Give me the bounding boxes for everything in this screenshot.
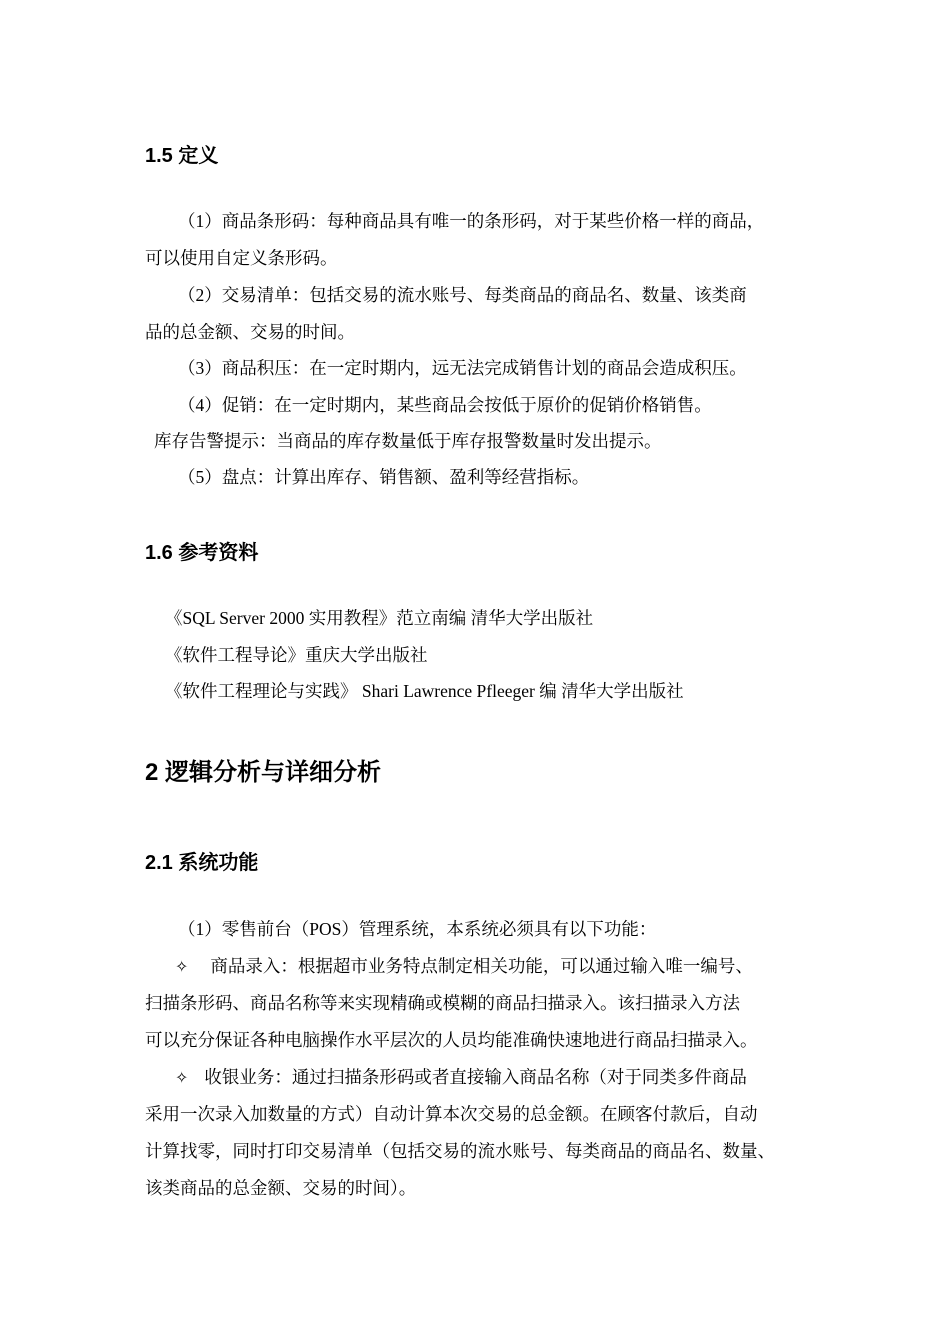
bullet-item-checkout: [175, 1066, 747, 1089]
definition-receipt-line-1: （2）交易清单：包括交易的流水账号、每类商品的商品名、数量、该类商: [178, 285, 747, 305]
definition-overstock: （3）商品积压：在一定时期内，远无法完成销售计划的商品会造成积压。: [178, 358, 747, 378]
definition-promotion: （4）促销：在一定时期内，某些商品会按低于原价的促销价格销售。: [178, 395, 712, 415]
definition-receipt-line-2: 品的总金额、交易的时间。: [145, 322, 355, 342]
bullet-text: 收银业务：通过扫描条形码或者直接输入商品名称（对于同类多件商品: [204, 1067, 747, 1087]
reference-item: 《软件工程导论》重庆大学出版社: [165, 645, 428, 665]
bullet-continuation: 扫描条形码、商品名称等来实现精确或模糊的商品扫描录入。该扫描录入方法: [145, 993, 740, 1013]
bullet-continuation: 计算找零，同时打印交易清单（包括交易的流水账号、每类商品的商品名、数量、: [145, 1141, 775, 1161]
section-heading-1-6: 1.6 参考资料: [145, 542, 259, 564]
reference-item: 《SQL Server 2000 实用教程》范立南编 清华大学出版社: [165, 608, 594, 628]
definition-barcode-line-2: 可以使用自定义条形码。: [145, 248, 338, 268]
definition-barcode-line-1: （1）商品条形码：每种商品具有唯一的条形码，对于某些价格一样的商品，: [178, 211, 765, 231]
bullet-text: 商品录入：根据超市业务特点制定相关功能，可以通过输入唯一编号、: [210, 956, 753, 976]
reference-item: 《软件工程理论与实践》 Shari Lawrence Pfleeger 编 清华大学出版社: [165, 681, 684, 701]
bullet-star-icon: ✧: [175, 1068, 189, 1087]
bullet-star-icon: ✧: [175, 957, 189, 976]
bullet-continuation: 可以充分保证各种电脑操作水平层次的人员均能准确快速地进行商品扫描录入。: [145, 1030, 758, 1050]
pos-intro: （1）零售前台（POS）管理系统，本系统必须具有以下功能：: [178, 919, 657, 939]
bullet-continuation: 采用一次录入加数量的方式）自动计算本次交易的总金额。在顾客付款后，自动: [145, 1104, 758, 1124]
section-heading-2-1: 2.1 系统功能: [145, 852, 259, 874]
definition-stock-alert: 库存告警提示：当商品的库存数量低于库存报警数量时发出提示。: [154, 431, 662, 451]
chapter-heading-2: 2 逻辑分析与详细分析: [145, 759, 382, 786]
bullet-continuation: 该类商品的总金额、交易的时间）。: [145, 1178, 417, 1198]
bullet-item-product-entry: [175, 955, 753, 978]
section-heading-1-5: 1.5 定义: [145, 145, 219, 167]
definition-inventory: （5）盘点：计算出库存、销售额、盈利等经营指标。: [178, 467, 590, 487]
